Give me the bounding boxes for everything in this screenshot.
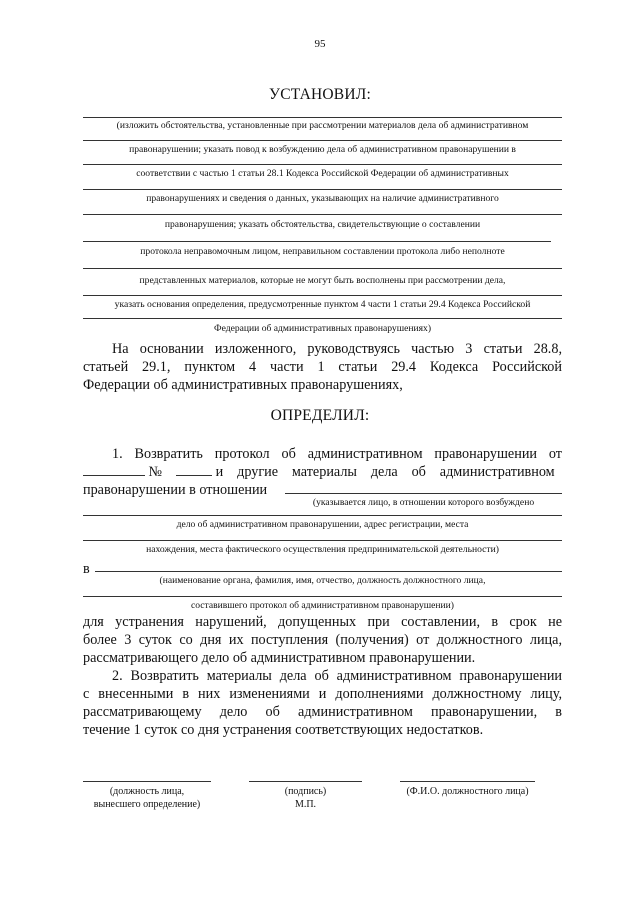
- blank-line: [95, 571, 562, 572]
- note-line: представленных материалов, которые не могут быть восполнены при рассмотрении дела,: [139, 275, 506, 286]
- item2-line: 2. Возвратить материалы дела об административном правонарушении: [112, 668, 562, 684]
- note-line: Федерации об административных правонарушениях): [213, 323, 432, 334]
- item2-line: рассматривающему дело об административном правонарушении, в: [83, 704, 562, 720]
- note-line: соответствии с частью 1 статьи 28.1 Кодекса Российской Федерации об административных: [136, 168, 509, 179]
- blank-line: [83, 515, 562, 516]
- number-blank: [176, 463, 212, 476]
- note-line: (изложить обстоятельства, установленные при рассмотрении материалов дела об административном: [116, 120, 529, 131]
- blank-line: [83, 318, 562, 319]
- basis-line: Федерации об административных правонарушениях,: [83, 377, 403, 393]
- date-blank: [83, 463, 145, 476]
- blank-line: [83, 241, 551, 242]
- position-signature-line: [83, 781, 211, 782]
- note-person: (указывается лицо, в отношении которого возбуждено: [312, 497, 535, 508]
- basis-line: На основании изложенного, руководствуясь частью 3 статьи 28.8,: [112, 341, 562, 357]
- heading-established: УСТАНОВИЛ:: [269, 86, 371, 103]
- blank-line: [83, 189, 562, 190]
- note-case: дело об административном правонарушении, адрес регистрации, места: [176, 519, 469, 530]
- blank-line: [83, 117, 562, 118]
- position-caption: вынесшего определение): [93, 799, 201, 810]
- note-author: составившего протокол об административном правонарушении): [190, 600, 455, 611]
- note-line: правонарушениях и сведения о данных, указывающих на наличие административного: [146, 193, 499, 204]
- number-sign: №: [148, 464, 163, 480]
- name-signature-line: [400, 781, 535, 782]
- item1-rest-line: рассматривающего дело об административном правонарушении.: [83, 650, 476, 666]
- item2-line: течение 1 суток со дня устранения соответствующих недостатков.: [83, 722, 484, 738]
- item1-line: [83, 463, 562, 481]
- blank-line: [83, 295, 562, 296]
- item1-line: 1. Возвратить протокол об административном правонарушении от: [112, 446, 562, 462]
- blank-line: [83, 214, 562, 215]
- position-caption: (должность лица,: [109, 786, 185, 797]
- heading-determined: ОПРЕДЕЛИЛ:: [270, 407, 370, 424]
- stamp-caption: М.П.: [294, 799, 317, 810]
- item1-line2-rest: и другие материалы дела об административном: [215, 464, 555, 480]
- signature-caption: (подпись): [284, 786, 327, 797]
- blank-line: [83, 164, 562, 165]
- note-line: правонарушении; указать повод к возбуждению дела об административном правонарушении в: [129, 144, 516, 155]
- name-caption: (Ф.И.О. должностного лица): [406, 786, 529, 797]
- to-prefix: в: [83, 561, 90, 577]
- blank-line: [285, 493, 562, 494]
- blank-line: [83, 268, 562, 269]
- basis-line: статьей 29.1, пунктом 4 части 1 статьи 29.4 Кодекса Российской: [83, 359, 562, 375]
- blank-line: [83, 596, 562, 597]
- blank-line: [83, 540, 562, 541]
- signature-line: [249, 781, 362, 782]
- note-line: протокола неправомочным лицом, неправильном составлении протокола либо неполноте: [140, 246, 505, 257]
- blank-line: [83, 140, 562, 141]
- page-number: 95: [314, 38, 326, 50]
- note-line: правонарушения; указать обстоятельства, свидетельствующие о составлении: [164, 219, 481, 230]
- note-line: указать основания определения, предусмотренные пунктом 4 части 1 статьи 29.4 Кодекса Российской: [114, 299, 531, 310]
- note-location: нахождения, места фактического осуществления предпринимательской деятельности): [146, 544, 499, 555]
- item1-line: правонарушении в отношении: [83, 482, 268, 498]
- item1-rest-line: для устранения нарушений, допущенных при составлении, в срок не: [83, 614, 562, 630]
- note-authority: (наименование органа, фамилия, имя, отчество, должность должностного лица,: [159, 575, 486, 586]
- item2-line: с внесенными в них изменениями и дополнениями должностному лицу,: [83, 686, 562, 702]
- item1-rest-line: более 3 суток со дня их поступления (получения) от должностного лица,: [83, 632, 562, 648]
